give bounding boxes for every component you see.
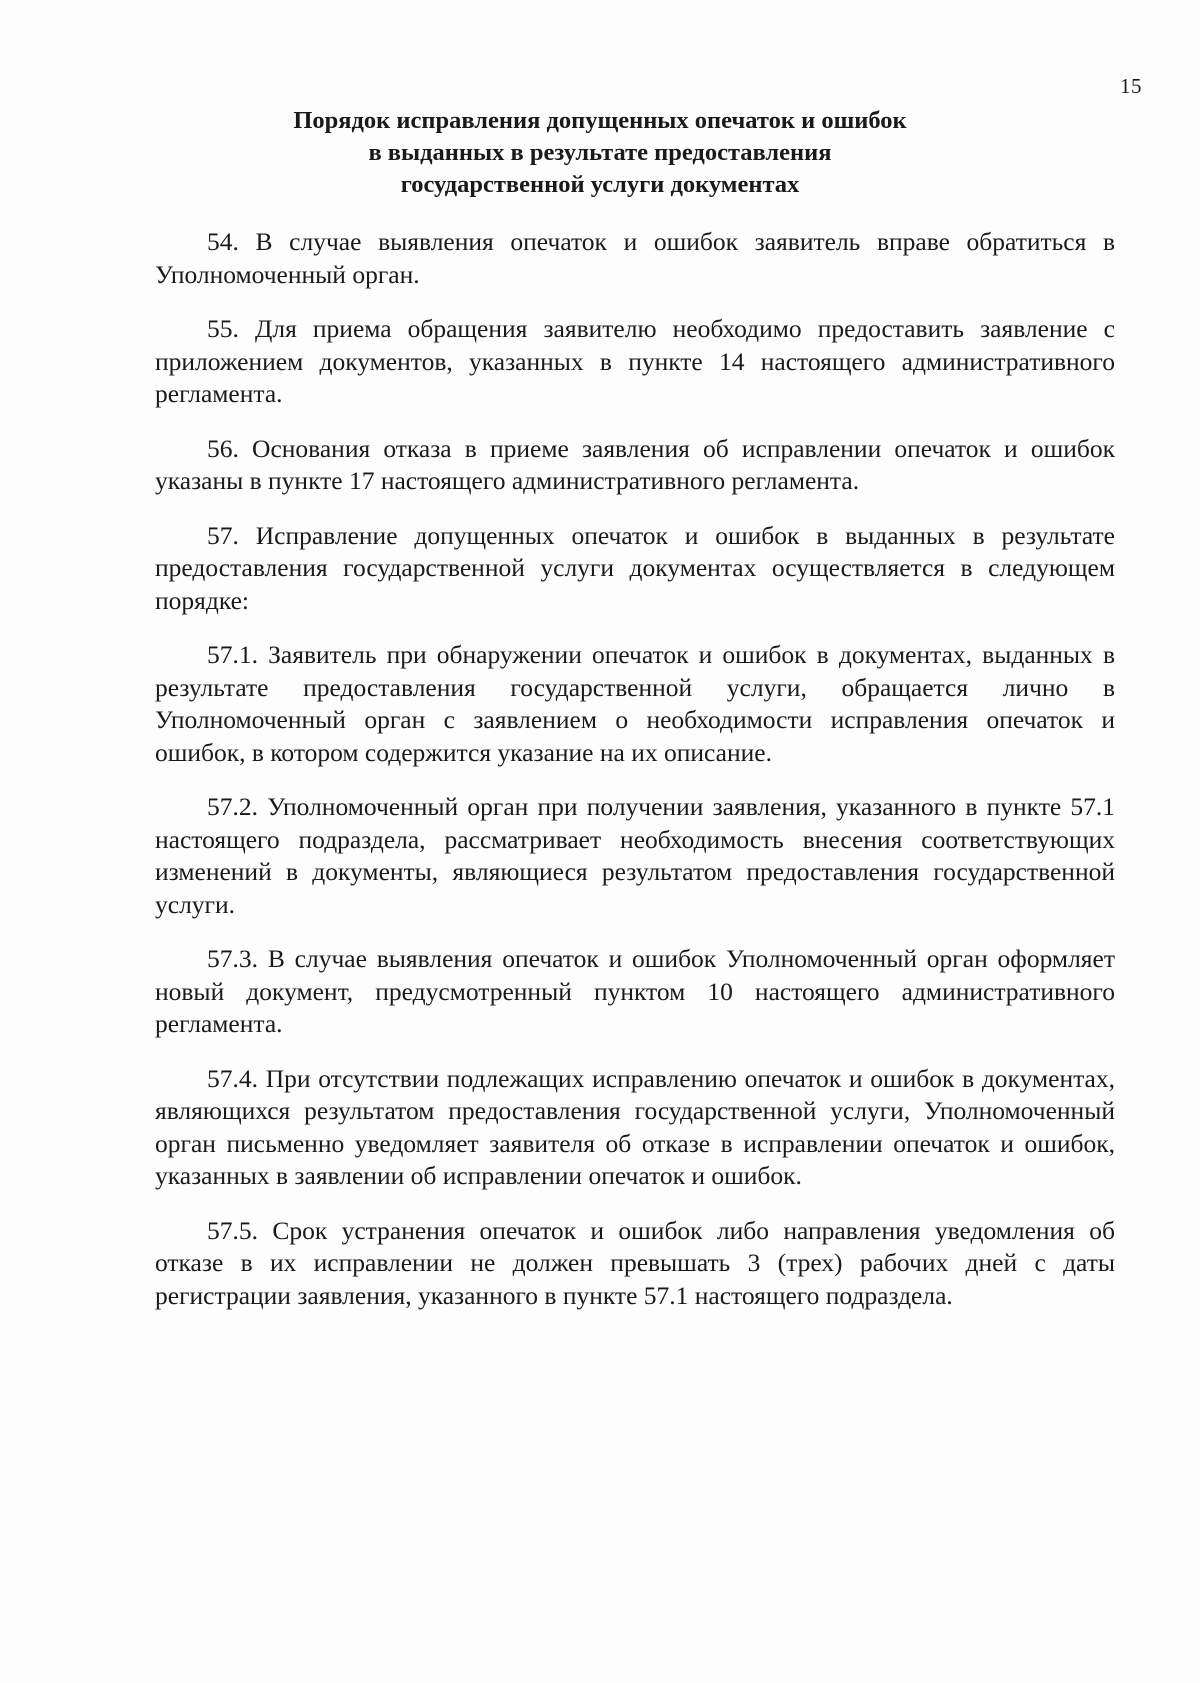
paragraph-57: 57. Исправление допущенных опечаток и ошибок в выданных в результате предоставления государственной услуги документах осуществляется в следующем порядке: [155,520,1115,615]
paragraph-56: 56. Основания отказа в приеме заявления об исправлении опечаток и ошибок указаны в пункте 17 настоящего административного регламента. [155,433,1115,495]
paragraph-57-3: 57.3. В случае выявления опечаток и ошибок Уполномоченный орган оформляет новый документ, предусмотренный пунктом 10 настоящего административного регламента. [155,944,1115,1038]
section-title [150,105,1050,201]
section-title-line-2: в выданных в результате предоставления [368,139,832,166]
paragraph-54: 54. В случае выявления опечаток и ошибок заявитель вправе обратиться в Уполномоченный орган. [155,227,1115,289]
paragraph-57-1: 57.1. Заявитель при обнаружении опечаток и ошибок в документах, выданных в результате предоставления государственной услуги, обращается лично в Уполномоченный орган с заявлением о необходимости исправления опечаток и ошибок, в котором содержится указание на их описание. [155,640,1115,767]
paragraph-57-2: 57.2. Уполномоченный орган при получении заявления, указанного в пункте 57.1 настоящего подраздела, рассматривает необходимость внесения соответствующих изменений в документы, являющиеся результатом предоставления государственной услуги. [155,792,1115,919]
document-body [155,226,1115,1334]
page-number: 15 [1120,74,1142,98]
paragraph-57-5: 57.5. Срок устранения опечаток и ошибок либо направления уведомления об отказе в их исправлении не должен превышать 3 (трех) рабочих дней с даты регистрации заявления, указанного в пункте 57.1 настоящего подраздела. [155,1215,1115,1310]
section-title-line-1: Порядок исправления допущенных опечаток и ошибок [293,107,907,134]
paragraph-55: 55. Для приема обращения заявителю необходимо предоставить заявление с приложением документов, указанных в пункте 14 настоящего административного регламента. [155,314,1115,408]
paragraph-57-4: 57.4. При отсутствии подлежащих исправлению опечаток и ошибок в документах, являющихся результатом предоставления государственной услуги, Уполномоченный орган письменно уведомляет заявителя об отказе в исправлении опечаток и ошибок, указанных в заявлении об исправлении опечаток и ошибок. [155,1063,1115,1190]
section-title-line-3: государственной услуги документах [400,171,800,198]
